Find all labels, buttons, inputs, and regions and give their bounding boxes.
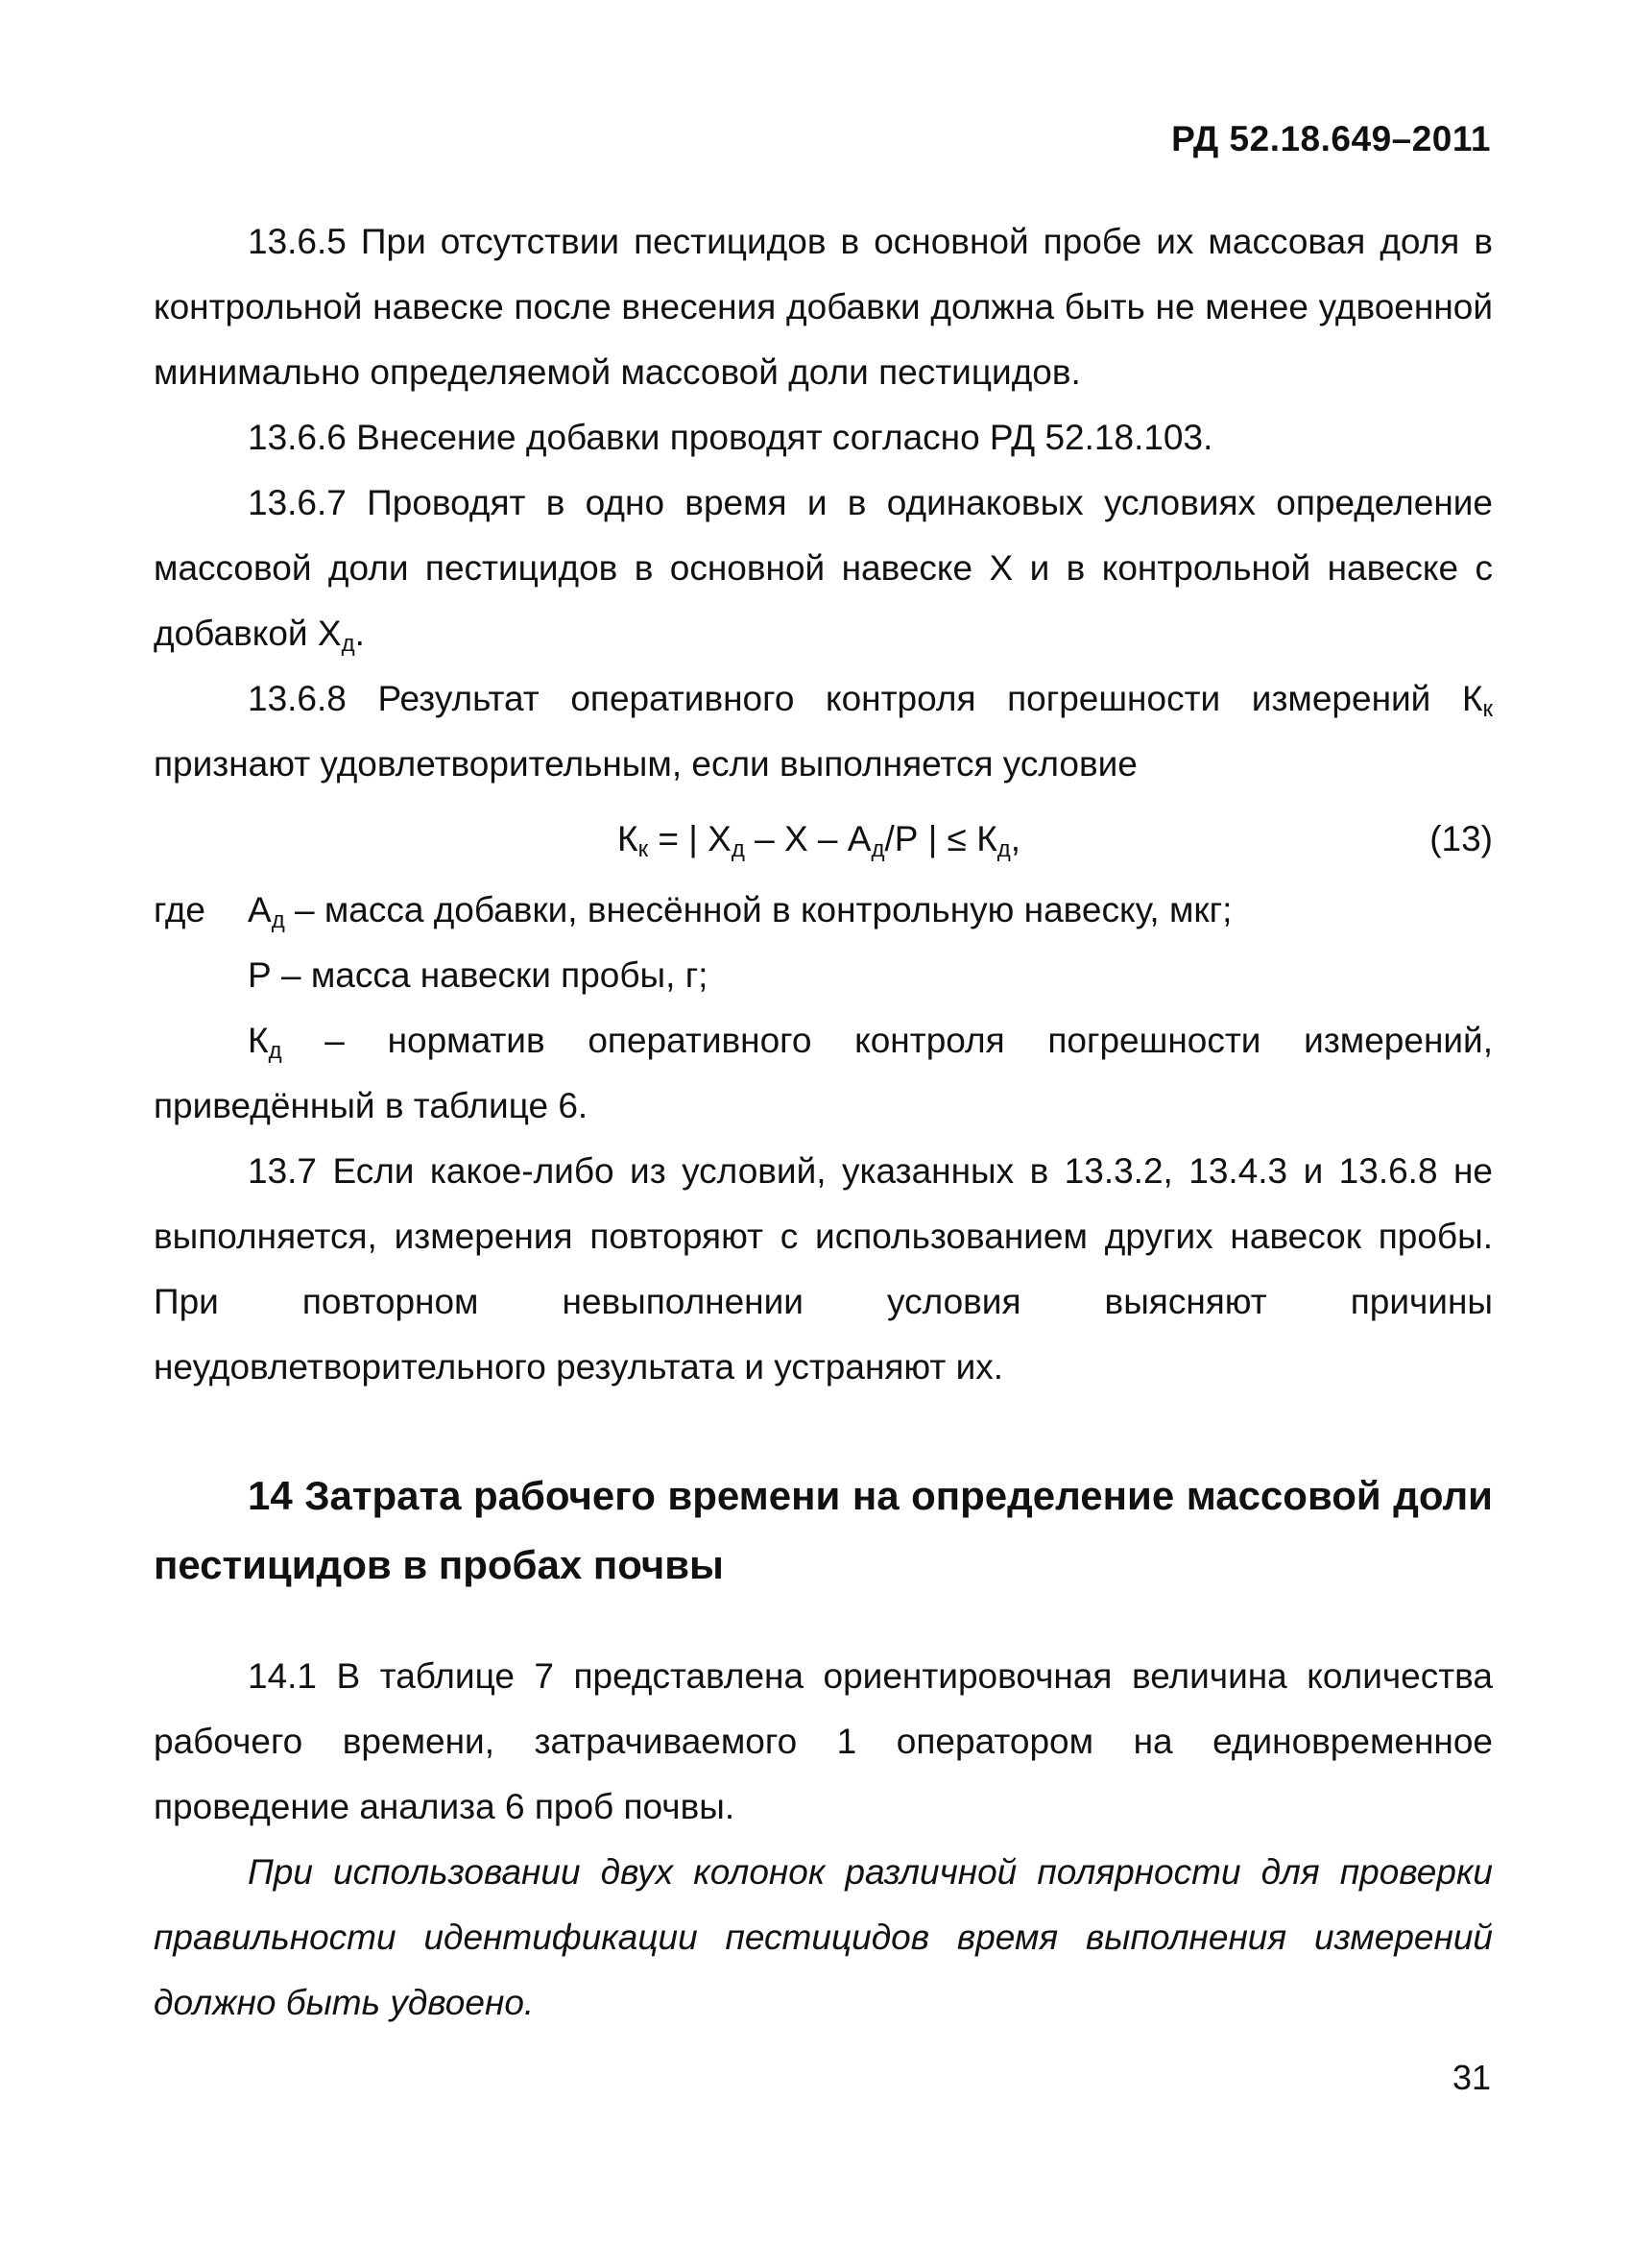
formula-end: , (1010, 819, 1021, 858)
document-body (154, 209, 1493, 2036)
section-14-heading: 14 Затрата рабочего времени на определение массовой доли пестицидов в пробах почвы (154, 1473, 1493, 1587)
paragraph-14-note: При использовании двух колонок различной полярности для проверки правильности идентификации пестицидов время выполнения измерений должно быть удвоено. (154, 1852, 1493, 2022)
subscript-k: к (1482, 696, 1493, 722)
paragraph-14-1: 14.1 В таблице 7 представлена ориентировочная величина количества рабочего времени, затрачиваемого 1 оператором на единовременное проведение анализа 6 проб почвы. (154, 1656, 1493, 1826)
formula-tail: /Р | ≤ К (884, 819, 997, 858)
paragraph-13-7: 13.7 Если какое-либо из условий, указанных в 13.3.2, 13.4.3 и 13.6.8 не выполняется, измерения повторяют с использованием других навесок пробы. При повторном невыполнении условия выясняют причины неудовлетворительного результата и устраняют их. (154, 1151, 1493, 1387)
definition-ad (154, 878, 1493, 943)
paragraph-13-6-6: 13.6.6 Внесение добавки проводят согласно РД 52.18.103. (248, 418, 1213, 457)
period: . (354, 614, 365, 653)
formula-k-sub: к (637, 836, 649, 862)
paragraph-13-6-8-rest: признают удовлетворительным, если выполняется условие (154, 744, 1138, 784)
paragraph-13-6-8-text: 13.6.8 Результат оперативного контроля погрешности измерений К (248, 679, 1483, 718)
where-word: где (154, 890, 206, 929)
definition-p: Р – масса навески пробы, г; (248, 955, 708, 995)
ad-text: – масса добавки, внесённой в контрольную навеску, мкг; (284, 890, 1233, 929)
document-code: РД 52.18.649–2011 (1171, 119, 1491, 158)
formula-eq: = | X (648, 819, 732, 858)
formula-x-sub: д (731, 836, 745, 862)
formula-k: К (617, 819, 638, 858)
paragraph-13-6-7 (154, 470, 1493, 666)
paragraph-13-6-8 (154, 666, 1493, 797)
kd-symbol: К (248, 1021, 269, 1060)
formula-number: (13) (1429, 819, 1493, 858)
page-number: 31 (1452, 2058, 1491, 2097)
ad-subscript: д (271, 907, 285, 933)
paragraph-13-6-5: 13.6.5 При отсутствии пестицидов в основной пробе их массовая доля в контрольной навеске после внесения добавки должна быть не менее удвоенной минимально определяемой массовой доли пестицидов. (154, 222, 1493, 392)
formula-13 (617, 807, 1020, 872)
paragraph-13-6-7-text: 13.6.7 Проводят в одно время и в одинаковых условиях определение массовой доли пестицидов в основной навеске X и в контрольной навеске с добавкой X (154, 483, 1493, 653)
ad-symbol: А (248, 890, 272, 929)
kd-text: – норматив оперативного контроля погрешности измерений, приведённый в таблице 6. (154, 1021, 1493, 1125)
definition-kd (154, 1008, 1493, 1139)
definitions (154, 878, 1493, 1139)
formula-mid: – X – А (744, 819, 872, 858)
subscript-d: д (341, 631, 355, 657)
formula-a-sub: д (871, 836, 885, 862)
formula-kd-sub: д (996, 836, 1011, 862)
formula-row (154, 807, 1493, 872)
kd-subscript: д (268, 1038, 282, 1064)
